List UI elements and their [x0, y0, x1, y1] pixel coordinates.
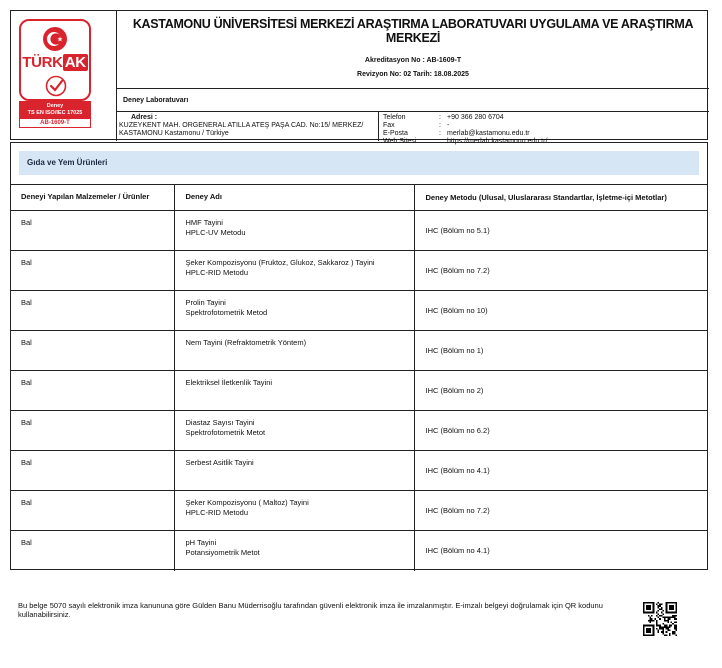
contact-fax: Fax : -: [383, 122, 450, 129]
table-row: [11, 411, 707, 451]
cell-material: Bal: [11, 211, 174, 251]
logo-accreditation-code: AB-1609-T: [19, 118, 91, 128]
cell-method: IHC (Bölüm no 10): [414, 291, 707, 331]
divider: [378, 111, 379, 141]
test-name-line1: Şeker Kompozisyonu (Fruktoz, Glukoz, Sakkaroz ) Tayini: [185, 258, 375, 267]
table-header-row: [11, 185, 707, 211]
table-row: [11, 211, 707, 251]
table-row: [11, 531, 707, 571]
cell-method: IHC (Bölüm no 7.2): [414, 251, 707, 291]
test-name-line1: pH Tayini: [185, 538, 217, 547]
test-name-line1: Serbest Asitlik Tayini: [185, 458, 254, 467]
cell-method: IHC (Bölüm no 5.1): [414, 211, 707, 251]
cell-test-name: [174, 531, 414, 571]
contact-phone: Telefon : +90 366 280 6704: [383, 114, 504, 121]
test-name-line2: HPLC-UV Metodu: [185, 228, 246, 237]
crescent-star-icon: [43, 27, 67, 51]
test-name-line1: Nem Tayini (Refraktometrik Yöntem): [185, 338, 307, 347]
cell-material: Bal: [11, 491, 174, 531]
address-text: KUZEYKENT MAH. ORGENERAL ATILLA ATEŞ PAŞA CAD. No:15/ MERKEZ/ KASTAMONU Kastamonu / Türkiye: [119, 122, 364, 137]
column-header-test-name: Deney Adı: [174, 185, 414, 211]
cell-test-name: [174, 291, 414, 331]
divider: [117, 111, 709, 112]
table-row: [11, 331, 707, 371]
cell-material: Bal: [11, 291, 174, 331]
cell-test-name: [174, 211, 414, 251]
cell-material: Bal: [11, 251, 174, 291]
turkak-logo: [19, 19, 91, 101]
test-table: [11, 184, 707, 571]
table-row: [11, 291, 707, 331]
test-name-line2: HPLC-RID Metodu: [185, 508, 249, 517]
revision-info: Revizyon No: 02 Tarih: 18.08.2025: [357, 71, 469, 78]
cell-method: IHC (Bölüm no 7.2): [414, 491, 707, 531]
qr-code[interactable]: [643, 602, 677, 636]
cell-test-name: [174, 451, 414, 491]
laboratory-type: Deney Laboratuvarı: [123, 97, 189, 104]
cell-material: Bal: [11, 371, 174, 411]
logo-standard-tag: Deney TS EN ISO/IEC 17025: [19, 101, 91, 118]
cell-method: IHC (Bölüm no 1): [414, 331, 707, 371]
column-header-method: Deney Metodu (Ulusal, Uluslararası Standartlar, İşletme-içi Metotlar): [414, 185, 707, 211]
cell-material: Bal: [11, 451, 174, 491]
cell-method: IHC (Bölüm no 4.1): [414, 451, 707, 491]
table-row: [11, 451, 707, 491]
test-name-line2: Spektrofotometrik Metot: [185, 428, 266, 437]
contact-website: Web Sitesi : https://merlab.kastamonu.edu.tr/: [383, 138, 548, 145]
cell-test-name: [174, 331, 414, 371]
table-row: [11, 491, 707, 531]
test-name-line1: Şeker Kompozisyonu ( Maltoz) Tayini: [185, 498, 309, 507]
accreditation-logo-cell: [11, 11, 117, 141]
accreditation-number: Akreditasyon No : AB-1609-T: [364, 57, 462, 64]
cell-method: IHC (Bölüm no 4.1): [414, 531, 707, 571]
cell-test-name: [174, 251, 414, 291]
cell-test-name: [174, 491, 414, 531]
test-name-line2: Potansiyometrik Metot: [185, 548, 260, 557]
cell-method: IHC (Bölüm no 6.2): [414, 411, 707, 451]
logo-brand: TÜRK AK: [22, 54, 86, 71]
test-name-line1: Prolin Tayini: [185, 298, 226, 307]
test-name-line1: Diastaz Sayısı Tayini: [185, 418, 255, 427]
test-name-line1: Elektriksel İletkenlik Tayini: [185, 378, 273, 387]
scope-section: [10, 142, 708, 570]
cell-test-name: [174, 411, 414, 451]
table-row: [11, 371, 707, 411]
test-name-line1: HMF Tayini: [185, 218, 223, 227]
category-heading: Gıda ve Yem Ürünleri: [19, 151, 699, 175]
signature-notice: Bu belge 5070 sayılı elektronik imza kanununa göre Gülden Banu Müderrisoğlu tarafından güvenli elektronik imza ile imzalanmıştır. E-imzalı belgeyi doğrulamak için QR kodunu kullanabilirsiniz.: [18, 601, 603, 619]
page-title: KASTAMONU ÜNİVERSİTESİ MERKEZİ ARAŞTIRMA LABORATUVARI UYGULAMA VE ARAŞTIRMA MERKEZİ: [132, 17, 694, 45]
column-header-material: Deneyi Yapılan Malzemeler / Ürünler: [11, 185, 174, 211]
check-badge-icon: [45, 75, 67, 97]
document-header: [10, 10, 708, 145]
cell-material: Bal: [11, 411, 174, 451]
contact-email: E-Posta : merlab@kastamonu.edu.tr: [383, 130, 530, 137]
cell-material: Bal: [11, 331, 174, 371]
cell-method: IHC (Bölüm no 2): [414, 371, 707, 411]
cell-test-name: [174, 371, 414, 411]
divider: [117, 88, 709, 89]
test-name-line2: Spektrofotometrik Metod: [185, 308, 268, 317]
test-name-line2: HPLC-RID Metodu: [185, 268, 249, 277]
cell-material: Bal: [11, 531, 174, 571]
address-label: Adresi :: [131, 114, 158, 121]
table-row: [11, 251, 707, 291]
